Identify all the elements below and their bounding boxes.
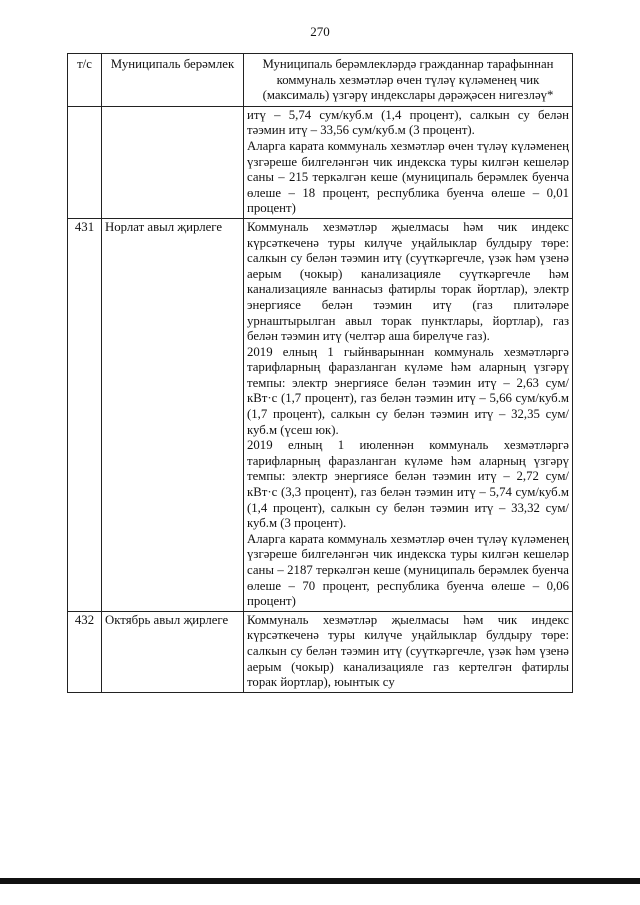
- row-number: 431: [68, 218, 102, 611]
- paragraph: Коммуналь хезмәтләр җыелмасы һәм чик индекс күрсәткеченә туры килүче уңайлыклар булдыру төре: салкын су белән тәэмин итү (суүткәргечле, үзәк һәм үзенә аерым (чокыр) канализацияле суүткәргечле һәм канализацияле ваннасыз фатирлы торак йортлар), электр энергиясе белән тәэмин итү (газ плитәләре урнаштырылган авыл торак пунктлары, йортлар), газ белән тәэмин итү (челтәр аша бирелүче газ).: [247, 219, 569, 344]
- scan-edge-bar: [0, 878, 640, 884]
- paragraph: 2019 елның 1 гыйнварыннан коммуналь хезмәтләргә тарифларның фаразланган күләме һәм аларның үзгәрү темпы: электр энергиясе белән тәэмин итү – 2,63 сум/кВт·с (1,7 процент), газ белән тәэмин итү – 5,66 сум/куб.м (1,7 процент), салкын су белән тәэмин итү – 32,35 сум/куб.м (үсеш юк).: [247, 344, 569, 437]
- paragraph: Аларга карата коммуналь хезмәтләр өчен түләү күләменең үзгәреше билгеләнгән чик индекска туры килгән кешеләр саны – 2187 теркәлгән кеше (муниципаль берәмлек буенча өлеше – 70 процент, республика буенча өлеше – 0,06 процент): [247, 531, 569, 609]
- paragraph: итү – 5,74 сум/куб.м (1,4 процент), салкын су белән тәэмин итү – 33,56 сум/куб.м (3 процент).: [247, 107, 569, 138]
- header-justification: Муниципаль берәмлекләрдә гражданнар тарафыннан коммуналь хезмәтләр өчен түләү күләменең чик (максималь) үзгәрү индекслары дәрәҗәсен нигезләү*: [244, 54, 573, 107]
- header-municipality: Муниципаль берәмлек: [102, 54, 244, 107]
- row-content: [244, 218, 573, 611]
- row-municipality: Октябрь авыл җирлеге: [102, 611, 244, 692]
- row-content: [244, 611, 573, 692]
- table-row: [68, 611, 573, 692]
- table-row: [68, 218, 573, 611]
- page-number: 270: [310, 24, 330, 39]
- table-row: [68, 106, 573, 218]
- paragraph: Аларга карата коммуналь хезмәтләр өчен түләү күләменең үзгәреше билгеләнгән чик индекска туры килгән кешеләр саны – 215 теркәлгән кеше (муниципаль берәмлек буенча өлеше – 18 процент, республика буенча өлеше – 0,01 процент): [247, 138, 569, 216]
- row-number: 432: [68, 611, 102, 692]
- row-municipality: Норлат авыл җирлеге: [102, 218, 244, 611]
- table-header-row: [68, 54, 573, 107]
- row-municipality: [102, 106, 244, 218]
- paragraph: 2019 елның 1 июленнән коммуналь хезмәтләргә тарифларның фаразланган күләме һәм аларның үзгәрү темпы: электр энергиясе белән тәэмин итү – 2,72 сум/кВт·с (3,3 процент), газ белән тәэмин итү – 5,74 сум/куб.м (1,4 процент), салкын су белән тәэмин итү – 33,32 сум/куб.м (3 процент).: [247, 438, 569, 531]
- municipal-index-table: [67, 53, 573, 693]
- header-number: т/с: [68, 54, 102, 107]
- row-content: [244, 106, 573, 218]
- paragraph: Коммуналь хезмәтләр җыелмасы һәм чик индекс күрсәткеченә туры килүче уңайлыклар булдыру төре: салкын су белән тәэмин итү (суүткәргечле, үзәк һәм үзенә аерым (чокыр) канализацияле газ кертелгән фатирлы торак йортлар), юынтык су: [247, 612, 569, 690]
- row-number: [68, 106, 102, 218]
